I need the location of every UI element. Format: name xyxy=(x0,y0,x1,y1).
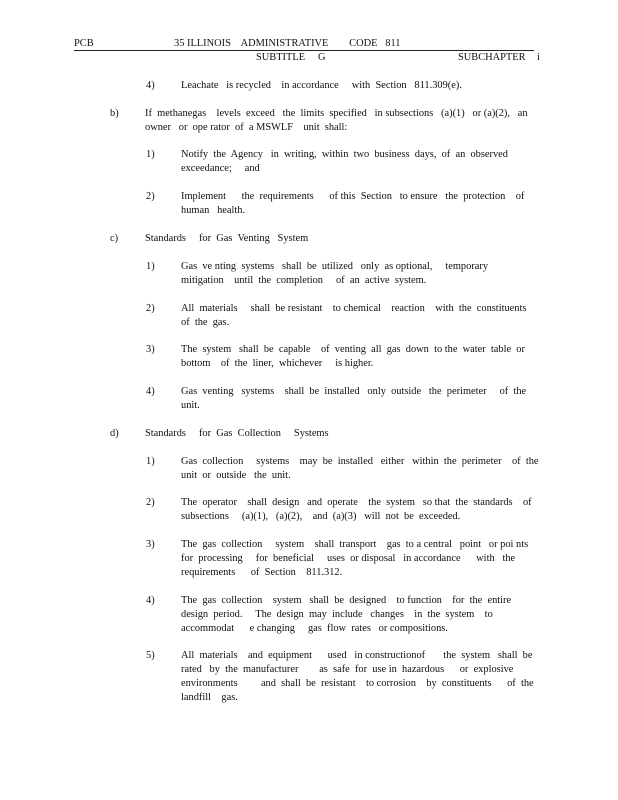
text-line: If methanegas levels exceed the limits specified in subsections (a)(1) or (a)(2), an xyxy=(145,108,528,119)
text-line: unit. xyxy=(181,400,200,411)
item-label: 5) xyxy=(146,650,155,661)
text-line: Gas collection systems may be installed either within the perimeter of the xyxy=(181,456,539,467)
text-line: All materials and equipment used in constructionof the system shall be xyxy=(181,650,533,661)
item-label: 2) xyxy=(146,303,155,314)
text-line: rated by the manufacturer as safe for use in hazardous or explosive xyxy=(181,664,514,675)
text-line: Gas venting systems shall be installed only outside the perimeter of the xyxy=(181,386,527,397)
item-label: 3) xyxy=(146,344,155,355)
text-line: owner or ope rator of a MSWLF unit shall: xyxy=(145,122,348,133)
item-label: 4) xyxy=(146,80,155,91)
text-line: All materials shall be resistant to chemical reaction with the constituents xyxy=(181,303,527,314)
text-line: Notify the Agency in writing, within two business days, of an observed xyxy=(181,149,508,160)
text-line: design period. The design may include changes in the system to xyxy=(181,609,493,620)
text-line: requirements of Section 811.312. xyxy=(181,567,343,578)
item-label: 2) xyxy=(146,191,155,202)
text-line: The gas collection system shall be designed to function for the entire xyxy=(181,595,512,606)
section-text xyxy=(145,107,528,135)
section-label: d) xyxy=(110,428,119,439)
text-line: unit or outside the unit. xyxy=(181,470,291,481)
item-text xyxy=(181,302,526,330)
text-line: human health. xyxy=(181,205,246,216)
text-line: subsections (a)(1), (a)(2), and (a)(3) will not be exceeded. xyxy=(181,511,461,522)
item-text xyxy=(181,594,511,636)
item-text xyxy=(181,496,532,524)
section-heading: Standards for Gas Venting System xyxy=(145,233,309,244)
header-subchapter: SUBCHAPTER xyxy=(458,52,526,63)
text-line: Implement the requirements of this Section to ensure the protection of xyxy=(181,191,525,202)
text-line: Leachate is recycled in accordance with Section 811.309(e). xyxy=(181,80,462,91)
text-line: environments and shall be resistant to corrosion by constituents of the xyxy=(181,678,534,689)
item-text xyxy=(181,343,525,371)
header-subtitle: SUBTITLE G xyxy=(256,52,326,63)
text-line: Gas ve nting systems shall be utilized only as optional, temporary xyxy=(181,261,489,272)
item-label: 1) xyxy=(146,456,155,467)
item-text xyxy=(181,148,508,176)
item-label: 1) xyxy=(146,261,155,272)
item-text xyxy=(181,260,488,288)
section-label: c) xyxy=(110,233,119,244)
text-line: The gas collection system shall transport gas to a central point or poi nts xyxy=(181,539,529,550)
text-line: mitigation until the completion of an active system. xyxy=(181,275,427,286)
item-label: 4) xyxy=(146,595,155,606)
item-text xyxy=(181,455,539,483)
item-text xyxy=(181,385,526,413)
header-subchapter-letter: i xyxy=(537,52,540,63)
text-line: landfill gas. xyxy=(181,692,238,703)
item-text xyxy=(181,538,528,580)
item-label: 3) xyxy=(146,539,155,550)
text-line: exceedance; and xyxy=(181,163,260,174)
text-line: accommodat e changing gas flow rates or compositions. xyxy=(181,623,448,634)
item-text xyxy=(181,79,462,93)
text-line: bottom of the liner, whichever is higher. xyxy=(181,358,374,369)
item-label: 2) xyxy=(146,497,155,508)
text-line: of the gas. xyxy=(181,317,230,328)
header-center: 35 ILLINOIS ADMINISTRATIVE CODE 811 xyxy=(174,38,401,49)
section-heading: Standards for Gas Collection Systems xyxy=(145,428,329,439)
item-label: 4) xyxy=(146,386,155,397)
item-text xyxy=(181,649,534,705)
section-label: b) xyxy=(110,108,119,119)
text-line: The operator shall design and operate the system so that the standards of xyxy=(181,497,532,508)
text-line: The system shall be capable of venting all gas down to the water table or xyxy=(181,344,525,355)
item-label: 1) xyxy=(146,149,155,160)
text-line: for processing for beneficial uses or disposal in accordance with the xyxy=(181,553,516,564)
item-text xyxy=(181,190,524,218)
header-left: PCB xyxy=(74,38,94,49)
